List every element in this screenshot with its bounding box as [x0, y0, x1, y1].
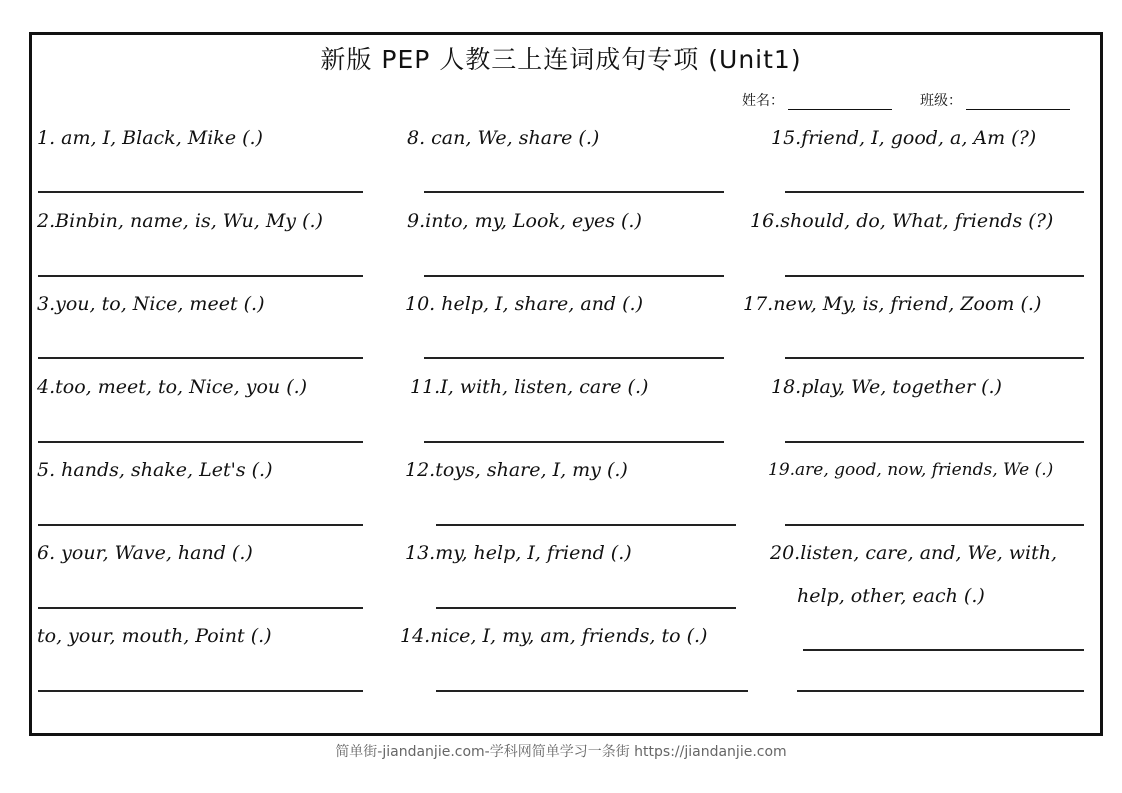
answer-line-2[interactable]	[38, 275, 363, 277]
answer-line-9[interactable]	[424, 275, 724, 277]
answer-line-5[interactable]	[38, 524, 363, 526]
question-20-line2: help, other, each (.)	[797, 585, 985, 607]
question-17: 17.new, My, is, friend, Zoom (.)	[743, 293, 1042, 315]
answer-line-12[interactable]	[436, 524, 736, 526]
answer-line-8[interactable]	[424, 191, 724, 193]
question-1: 1. am, I, Black, Mike (.)	[37, 127, 263, 149]
answer-line-16[interactable]	[785, 275, 1084, 277]
worksheet-title	[0, 40, 1122, 76]
answer-line-7[interactable]	[38, 690, 363, 692]
answer-line-20a[interactable]	[803, 649, 1084, 651]
answer-line-17[interactable]	[785, 357, 1084, 359]
question-10: 10. help, I, share, and (.)	[405, 293, 643, 315]
title-prefix: 新版	[320, 45, 373, 74]
question-19: 19.are, good, now, friends, We (.)	[768, 460, 1054, 480]
question-9: 9.into, my, Look, eyes (.)	[407, 210, 642, 232]
question-20-line1: 20.listen, care, and, We, with,	[770, 542, 1058, 564]
answer-line-18[interactable]	[785, 441, 1084, 443]
question-5: 5. hands, shake, Let's (.)	[37, 459, 273, 481]
question-8: 8. can, We, share (.)	[407, 127, 600, 149]
question-6: 6. your, Wave, hand (.)	[37, 542, 253, 564]
answer-line-19[interactable]	[785, 524, 1084, 526]
title-main: 人教三上连词成句专项	[439, 45, 700, 74]
title-unit: (Unit1)	[708, 45, 802, 74]
question-16: 16.should, do, What, friends (?)	[750, 210, 1054, 232]
answer-line-1[interactable]	[38, 191, 363, 193]
name-blank[interactable]	[788, 95, 892, 110]
answer-line-10[interactable]	[424, 357, 724, 359]
answer-line-14[interactable]	[436, 690, 748, 692]
answer-line-4[interactable]	[38, 441, 363, 443]
question-18: 18.play, We, together (.)	[771, 376, 1002, 398]
title-pep: PEP	[381, 45, 431, 74]
footer-watermark: 简单街-jiandanjie.com-学科网简单学习一条街 https://jiandanjie.com	[335, 744, 787, 760]
answer-line-11[interactable]	[424, 441, 724, 443]
question-14: 14.nice, I, my, am, friends, to (.)	[400, 625, 708, 647]
question-12: 12.toys, share, I, my (.)	[405, 459, 628, 481]
name-label: 姓名：	[742, 93, 784, 109]
answer-line-15[interactable]	[785, 191, 1084, 193]
question-3: 3.you, to, Nice, meet (.)	[37, 293, 265, 315]
question-13: 13.my, help, I, friend (.)	[405, 542, 632, 564]
class-field[interactable]	[920, 90, 1070, 110]
class-blank[interactable]	[966, 95, 1070, 110]
answer-line-6[interactable]	[38, 607, 363, 609]
question-2: 2.Binbin, name, is, Wu, My (.)	[37, 210, 323, 232]
name-field[interactable]	[742, 90, 892, 110]
answer-line-13[interactable]	[436, 607, 736, 609]
class-label: 班级：	[920, 93, 962, 109]
answer-line-3[interactable]	[38, 357, 363, 359]
question-7: to, your, mouth, Point (.)	[37, 625, 272, 647]
question-15: 15.friend, I, good, a, Am (?)	[771, 127, 1037, 149]
question-11: 11.I, with, listen, care (.)	[410, 376, 649, 398]
answer-line-20b[interactable]	[797, 690, 1084, 692]
question-4: 4.too, meet, to, Nice, you (.)	[37, 376, 308, 398]
